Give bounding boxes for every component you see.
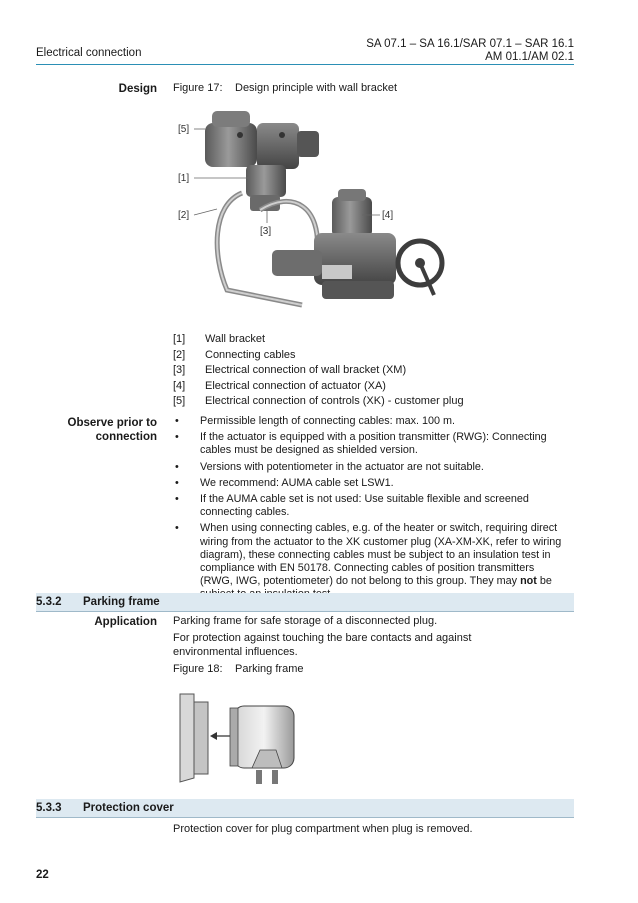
figure-17-title: Design principle with wall bracket (235, 82, 398, 94)
legend-item: [2] Connecting cables (173, 348, 296, 361)
parking-frame-plate (180, 694, 208, 782)
section-532-title: Parking frame (83, 596, 160, 608)
callout-4: [4] (382, 210, 394, 221)
callout-1: [1] (178, 173, 190, 184)
figure-17-number: Figure 17: (173, 82, 223, 94)
design-label: Design (118, 83, 157, 95)
application-label: Application (94, 616, 157, 628)
observe-label: Observe prior to connection (67, 417, 157, 443)
bullet-item: • We recommend: AUMA cable set LSW1. (175, 476, 394, 489)
callout-2: [2] (178, 210, 190, 221)
bullet-item: • If the actuator is equipped with a position transmitter (RWG): Connecting cables must be designed as shielded version. (175, 431, 547, 457)
section-533-title: Protection cover (83, 802, 174, 814)
figure-17-illustration (172, 105, 452, 315)
figure-17-caption (173, 82, 397, 94)
callout-3: [3] (260, 226, 272, 237)
legend-item: [5] Electrical connection of controls (XK) - customer plug (173, 395, 464, 407)
callout-5: [5] (178, 124, 190, 135)
header-section-title: Electrical connection (36, 47, 142, 59)
bullet-item: • When using connecting cables, e.g. of the heater or switch, requiring direct wiring from the actuator to the XK customer plug (XA-XM-XK, refer to wiring diagram), these connecting cables must be subject to an insulation test in compliance with EN 50178. Connecting cables of position transmitters (RWG, IWG, potentiometer) do not belong to this group. They may not be (175, 522, 562, 588)
protection-cover-para: Protection cover for plug compartment when plug is removed. (173, 823, 473, 835)
bullet-item: • If the AUMA cable set is not used: Use suitable flexible and screened connecting cables. (175, 493, 529, 519)
header-product-line2: AM 01.1/AM 02.1 (485, 51, 574, 63)
figure-18-title: Parking frame (235, 663, 304, 675)
legend-item: [4] Electrical connection of actuator (XA) (173, 379, 386, 392)
plug-unit (230, 706, 294, 784)
parking-frame-para1: Parking frame for safe storage of a disconnected plug. (173, 615, 438, 627)
section-532-number: 5.3.2 (36, 596, 62, 608)
parking-frame-para2: For protection against touching the bare contacts and against environmental influences. (173, 632, 472, 658)
observe-bullet-list (173, 415, 568, 605)
figure-18-caption (173, 663, 303, 675)
page-number: 22 (36, 869, 49, 881)
header-product-title (366, 38, 574, 64)
figure-18-illustration (172, 688, 307, 788)
header-rule (36, 64, 574, 65)
bullet-item: • Permissible length of connecting cables: max. 100 m. (175, 415, 456, 427)
wall-bracket-unit (205, 111, 319, 211)
arrow-head-icon (210, 732, 217, 740)
header-product-line1: SA 07.1 – SA 16.1/SAR 07.1 – SAR 16.1 (366, 38, 574, 50)
figure-18-number: Figure 18: (173, 663, 223, 675)
legend-item: [1] Wall bracket (173, 333, 266, 345)
bullet-item: • Versions with potentiometer in the actuator are not suitable. (175, 460, 484, 473)
figure-17-legend (173, 333, 464, 411)
section-533-number: 5.3.3 (36, 802, 62, 814)
legend-item: [3] Electrical connection of wall bracket (XM) (173, 364, 407, 376)
